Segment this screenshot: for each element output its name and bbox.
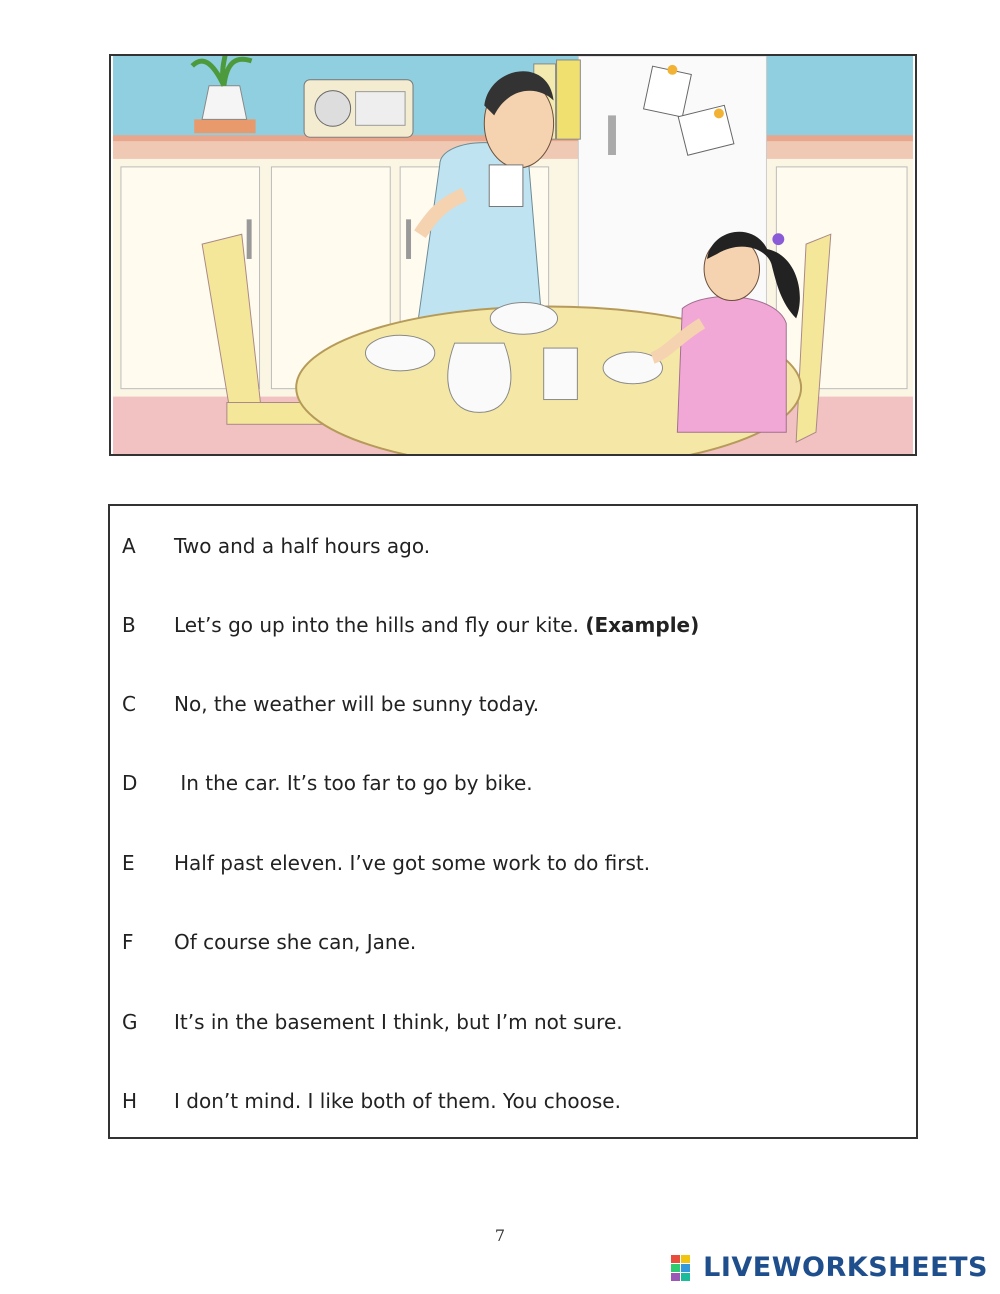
option-letter: H — [122, 1089, 138, 1113]
brand-name: LIVEWORKSHEETS — [703, 1252, 988, 1283]
option-text: I don’t mind. I like both of them. You choose. — [174, 1089, 621, 1113]
option-text: Let’s go up into the hills and fly our kite. (Example) — [174, 613, 700, 637]
option-letter: F — [122, 930, 134, 954]
kitchen-breakfast-scene-illustration — [111, 56, 915, 454]
option-text: In the car. It’s too far to go by bike. — [174, 771, 533, 795]
option-letter: B — [122, 613, 136, 637]
answer-options-box — [108, 504, 918, 1139]
option-text: It’s in the basement I think, but I’m not sure. — [174, 1010, 623, 1034]
page-number: 7 — [494, 1226, 506, 1245]
option-text: No, the weather will be sunny today. — [174, 692, 540, 716]
liveworksheets-brand[interactable] — [671, 1252, 988, 1283]
option-text: Two and a half hours ago. — [174, 534, 431, 558]
option-letter: D — [122, 771, 138, 795]
kitchen-illustration — [109, 54, 917, 456]
option-letter: E — [122, 851, 135, 875]
option-text: Of course she can, Jane. — [174, 930, 417, 954]
option-text: Half past eleven. I’ve got some work to do first. — [174, 851, 651, 875]
example-marker: (Example) — [585, 613, 700, 637]
option-letter: C — [122, 692, 136, 716]
option-letter: A — [122, 534, 136, 558]
option-letter: G — [122, 1010, 138, 1034]
liveworksheets-logo-icon — [671, 1255, 701, 1281]
